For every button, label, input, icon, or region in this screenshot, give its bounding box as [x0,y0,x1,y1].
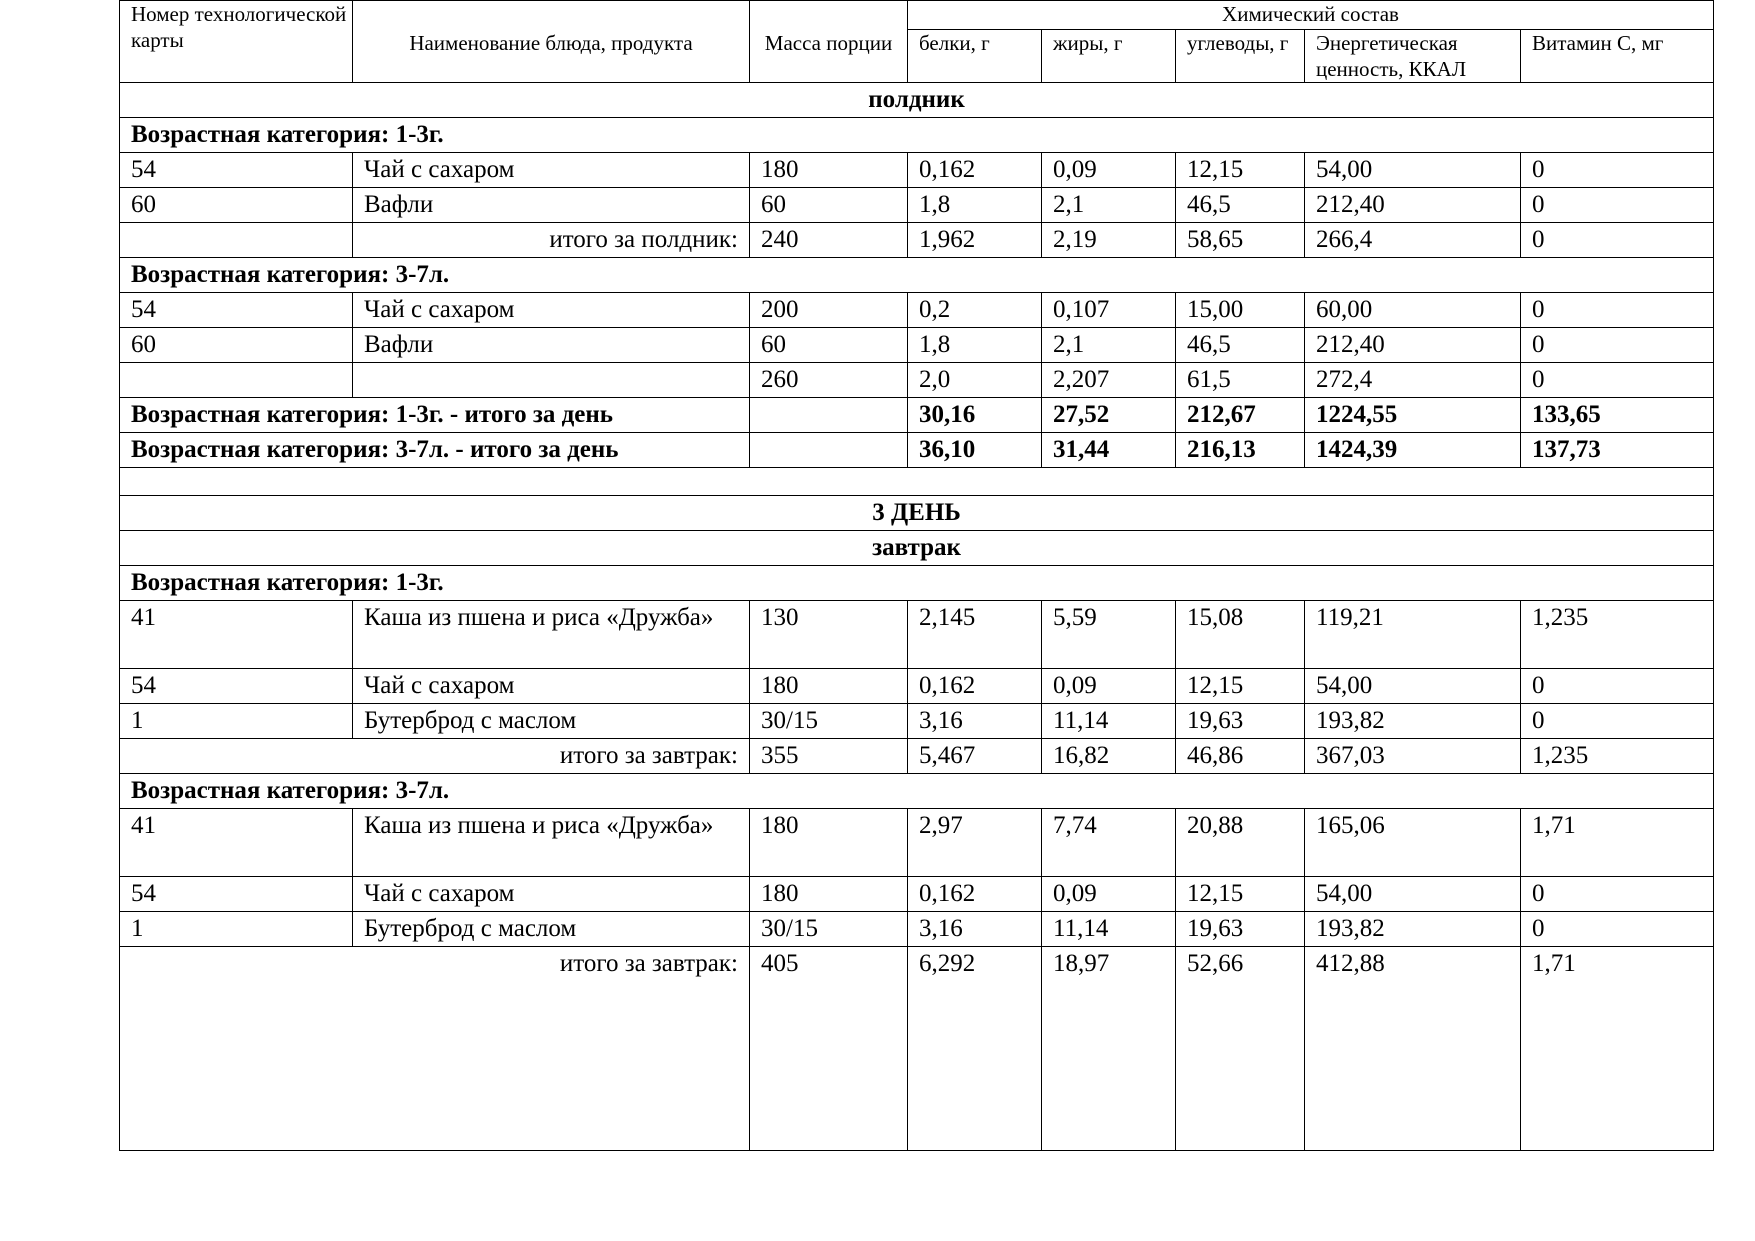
portion-mass: 30/15 [750,704,908,739]
vitamin-c-value: 0 [1521,223,1714,258]
energy-value: 266,4 [1305,223,1521,258]
carb-value: 20,88 [1176,809,1305,877]
energy-value: 412,88 [1305,947,1521,1151]
header-protein: белки, г [908,30,1042,83]
protein-value: 0,162 [908,153,1042,188]
card-number: 41 [120,809,353,877]
carb-value: 212,67 [1176,398,1305,433]
age-category-row [120,118,1714,153]
fat-value: 0,09 [1042,669,1176,704]
table-row [120,293,1714,328]
fat-value: 5,59 [1042,601,1176,669]
subtotal-row [120,947,1714,1151]
carb-value: 46,86 [1176,739,1305,774]
energy-value: 165,06 [1305,809,1521,877]
table-row [120,153,1714,188]
protein-value: 1,8 [908,188,1042,223]
fat-value: 31,44 [1042,433,1176,468]
carb-value: 12,15 [1176,669,1305,704]
dish-name: Чай с сахаром [353,877,750,912]
empty-cell [120,363,353,398]
card-number: 41 [120,601,353,669]
header-fat: жиры, г [1042,30,1176,83]
portion-mass: 200 [750,293,908,328]
empty-cell [353,363,750,398]
dish-name: Бутерброд с маслом [353,912,750,947]
card-number: 54 [120,669,353,704]
empty-cell [750,433,908,468]
carb-value: 52,66 [1176,947,1305,1151]
header-chemical-composition: Химический состав [908,1,1714,30]
table-row [120,912,1714,947]
vitamin-c-value: 0 [1521,669,1714,704]
portion-mass: 60 [750,328,908,363]
protein-value: 0,2 [908,293,1042,328]
vitamin-c-value: 1,71 [1521,809,1714,877]
day-total-label: Возрастная категория: 3-7л. - итого за день [120,433,750,468]
carb-value: 46,5 [1176,188,1305,223]
portion-mass: 60 [750,188,908,223]
empty-cell [120,468,1714,496]
subtotal-row [120,739,1714,774]
dish-name: Бутерброд с маслом [353,704,750,739]
dish-name: Вафли [353,328,750,363]
meal-title-zavtrak: завтрак [120,531,1714,566]
fat-value: 2,1 [1042,328,1176,363]
card-number: 1 [120,912,353,947]
fat-value: 16,82 [1042,739,1176,774]
fat-value: 2,207 [1042,363,1176,398]
header-card-number: Номер технологической карты [120,1,353,83]
header-portion-mass: Масса порции [750,1,908,83]
table-row [120,704,1714,739]
fat-value: 11,14 [1042,912,1176,947]
card-number: 1 [120,704,353,739]
subtotal-label: итого за завтрак: [120,947,750,1151]
dish-name: Чай с сахаром [353,153,750,188]
protein-value: 0,162 [908,877,1042,912]
energy-value: 212,40 [1305,188,1521,223]
energy-value: 54,00 [1305,877,1521,912]
age-category-3-7: Возрастная категория: 3-7л. [120,774,1714,809]
card-number: 54 [120,153,353,188]
energy-value: 272,4 [1305,363,1521,398]
protein-value: 3,16 [908,704,1042,739]
protein-value: 3,16 [908,912,1042,947]
carb-value: 12,15 [1176,877,1305,912]
card-number: 60 [120,328,353,363]
meal-title-row [120,83,1714,118]
energy-value: 193,82 [1305,704,1521,739]
card-number: 54 [120,877,353,912]
meal-title-poldnik: полдник [120,83,1714,118]
fat-value: 0,09 [1042,877,1176,912]
portion-mass: 180 [750,809,908,877]
protein-value: 2,97 [908,809,1042,877]
energy-value: 60,00 [1305,293,1521,328]
vitamin-c-value: 1,235 [1521,739,1714,774]
header-vitamin-c: Витамин С, мг [1521,30,1714,83]
carb-value: 15,08 [1176,601,1305,669]
portion-mass: 260 [750,363,908,398]
vitamin-c-value: 0 [1521,293,1714,328]
vitamin-c-value: 0 [1521,188,1714,223]
day-total-row [120,433,1714,468]
fat-value: 7,74 [1042,809,1176,877]
spacer-row [120,468,1714,496]
energy-value: 54,00 [1305,669,1521,704]
portion-mass: 240 [750,223,908,258]
subtotal-row [120,223,1714,258]
protein-value: 0,162 [908,669,1042,704]
fat-value: 0,107 [1042,293,1176,328]
energy-value: 119,21 [1305,601,1521,669]
fat-value: 11,14 [1042,704,1176,739]
energy-value: 367,03 [1305,739,1521,774]
meal-title-row [120,531,1714,566]
dish-name: Каша из пшена и риса «Дружба» [353,809,750,877]
vitamin-c-value: 0 [1521,877,1714,912]
vitamin-c-value: 1,235 [1521,601,1714,669]
protein-value: 5,467 [908,739,1042,774]
vitamin-c-value: 0 [1521,328,1714,363]
table-row [120,809,1714,877]
protein-value: 1,8 [908,328,1042,363]
fat-value: 2,1 [1042,188,1176,223]
card-number: 60 [120,188,353,223]
day-total-label: Возрастная категория: 1-3г. - итого за день [120,398,750,433]
subtotal-label: итого за полдник: [353,223,750,258]
protein-value: 1,962 [908,223,1042,258]
table-row [120,328,1714,363]
portion-mass: 355 [750,739,908,774]
protein-value: 30,16 [908,398,1042,433]
protein-value: 2,0 [908,363,1042,398]
protein-value: 36,10 [908,433,1042,468]
vitamin-c-value: 0 [1521,704,1714,739]
table-row [120,601,1714,669]
fat-value: 18,97 [1042,947,1176,1151]
table-row [120,669,1714,704]
empty-cell [750,398,908,433]
vitamin-c-value: 137,73 [1521,433,1714,468]
age-category-3-7: Возрастная категория: 3-7л. [120,258,1714,293]
portion-mass: 180 [750,877,908,912]
day-title: 3 ДЕНЬ [120,496,1714,531]
header-row-1 [120,1,1714,30]
dish-name: Чай с сахаром [353,669,750,704]
header-dish-name: Наименование блюда, продукта [353,1,750,83]
vitamin-c-value: 0 [1521,153,1714,188]
age-category-1-3: Возрастная категория: 1-3г. [120,118,1714,153]
subtotal-row [120,363,1714,398]
energy-value: 1224,55 [1305,398,1521,433]
carb-value: 19,63 [1176,704,1305,739]
empty-cell [120,223,353,258]
portion-mass: 405 [750,947,908,1151]
portion-mass: 180 [750,669,908,704]
carb-value: 216,13 [1176,433,1305,468]
fat-value: 27,52 [1042,398,1176,433]
carb-value: 12,15 [1176,153,1305,188]
carb-value: 61,5 [1176,363,1305,398]
energy-value: 1424,39 [1305,433,1521,468]
carb-value: 58,65 [1176,223,1305,258]
age-category-1-3: Возрастная категория: 1-3г. [120,566,1714,601]
day-total-row [120,398,1714,433]
card-number: 54 [120,293,353,328]
portion-mass: 180 [750,153,908,188]
age-category-row [120,258,1714,293]
portion-mass: 130 [750,601,908,669]
dish-name: Вафли [353,188,750,223]
vitamin-c-value: 0 [1521,912,1714,947]
fat-value: 0,09 [1042,153,1176,188]
vitamin-c-value: 1,71 [1521,947,1714,1151]
header-carbs: углеводы, г [1176,30,1305,83]
protein-value: 2,145 [908,601,1042,669]
vitamin-c-value: 133,65 [1521,398,1714,433]
energy-value: 193,82 [1305,912,1521,947]
energy-value: 212,40 [1305,328,1521,363]
carb-value: 15,00 [1176,293,1305,328]
age-category-row [120,774,1714,809]
table-row [120,877,1714,912]
portion-mass: 30/15 [750,912,908,947]
header-energy: Энергетическая ценность, ККАЛ [1305,30,1521,83]
energy-value: 54,00 [1305,153,1521,188]
table-row [120,188,1714,223]
fat-value: 2,19 [1042,223,1176,258]
menu-nutrition-table [119,0,1714,1151]
carb-value: 19,63 [1176,912,1305,947]
vitamin-c-value: 0 [1521,363,1714,398]
age-category-row [120,566,1714,601]
carb-value: 46,5 [1176,328,1305,363]
day-title-row [120,496,1714,531]
subtotal-label: итого за завтрак: [120,739,750,774]
dish-name: Чай с сахаром [353,293,750,328]
protein-value: 6,292 [908,947,1042,1151]
dish-name: Каша из пшена и риса «Дружба» [353,601,750,669]
